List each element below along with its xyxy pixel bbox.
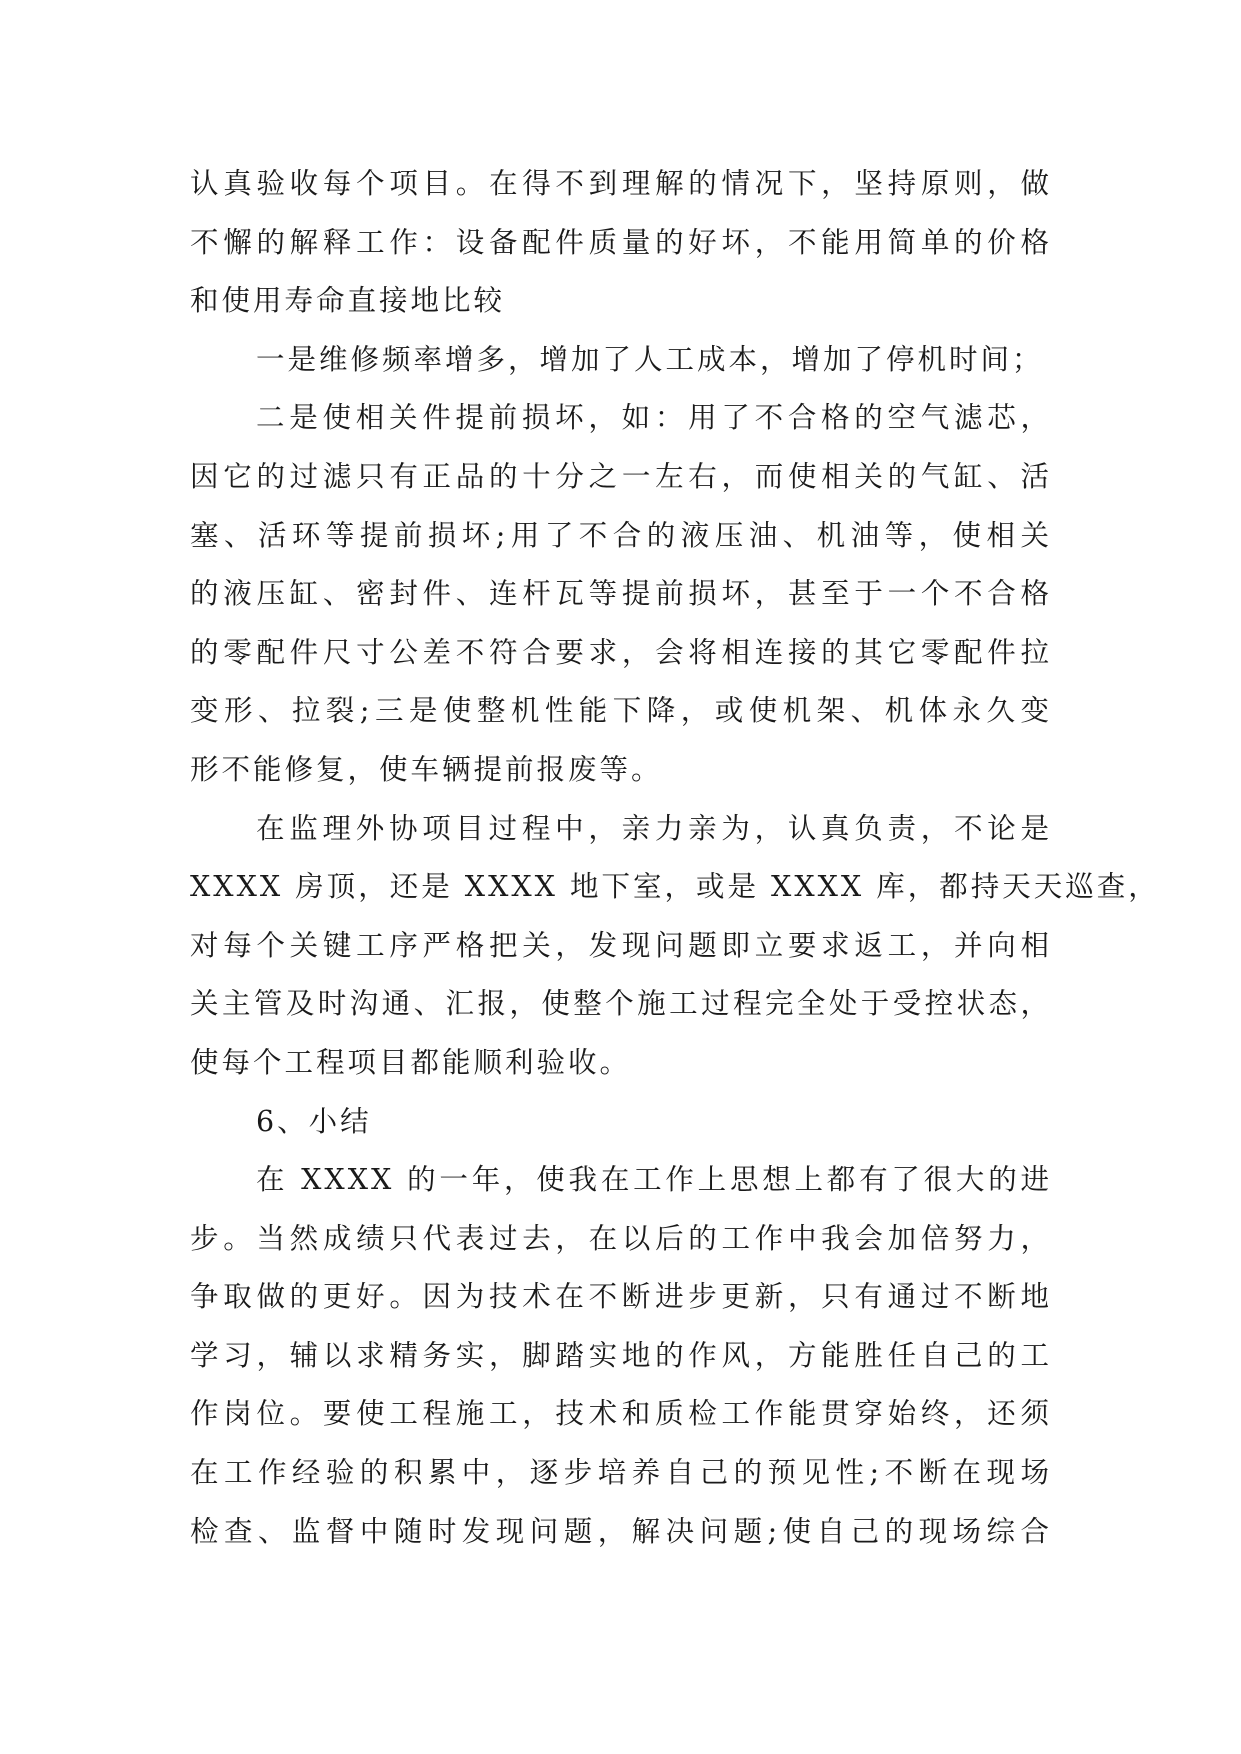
paragraph-1 bbox=[190, 155, 1052, 331]
text-line: 对每个关键工序严格把关，发现问题即立要求返工，并向相 bbox=[190, 928, 1052, 962]
paragraph-3 bbox=[190, 389, 1052, 799]
text-line: 关主管及时沟通、汇报，使整个施工过程完全处于受控状态， bbox=[190, 987, 1052, 1021]
text-line: 变形、拉裂;三是使整机性能下降，或使机架、机体永久变 bbox=[190, 694, 1052, 728]
document-page bbox=[190, 155, 1160, 1561]
section-heading bbox=[190, 1093, 1052, 1152]
text-line: 使每个工程项目都能顺利验收。 bbox=[190, 1045, 632, 1079]
text-line: 不懈的解释工作：设备配件质量的好坏，不能用简单的价格 bbox=[190, 225, 1052, 259]
text-line: 的液压缸、密封件、连杆瓦等提前损坏，甚至于一个不合格 bbox=[190, 577, 1052, 611]
paragraph-2 bbox=[190, 331, 1052, 390]
text-line: 一是维修频率增多，增加了人工成本，增加了停机时间； bbox=[256, 342, 1044, 376]
text-line: 因它的过滤只有正品的十分之一左右，而使相关的气缸、活 bbox=[190, 459, 1052, 493]
text-line: 争取做的更好。因为技术在不断进步更新，只有通过不断地 bbox=[190, 1280, 1052, 1314]
paragraph-5 bbox=[190, 1151, 1052, 1561]
text-line: 和使用寿命直接地比较 bbox=[190, 284, 506, 318]
heading-text: 6、小结 bbox=[256, 1104, 372, 1138]
paragraph-4 bbox=[190, 800, 1160, 1093]
text-line: 在 XXXX 的一年，使我在工作上思想上都有了很大的进 bbox=[256, 1163, 1052, 1197]
text-line: 步。当然成绩只代表过去，在以后的工作中我会加倍努力， bbox=[190, 1221, 1052, 1255]
text-line: 在工作经验的积累中，逐步培养自己的预见性;不断在现场 bbox=[190, 1456, 1052, 1490]
text-line: 塞、活环等提前损坏;用了不合的液压油、机油等，使相关 bbox=[190, 518, 1052, 552]
text-line: 认真验收每个项目。在得不到理解的情况下，坚持原则，做 bbox=[190, 167, 1052, 200]
text-line: 作岗位。要使工程施工，技术和质检工作能贯穿始终，还须 bbox=[190, 1397, 1052, 1431]
text-line: 的零配件尺寸公差不符合要求，会将相连接的其它零配件拉 bbox=[190, 635, 1052, 669]
text-line: 形不能修复，使车辆提前报废等。 bbox=[190, 752, 663, 786]
text-line: 二是使相关件提前损坏，如：用了不合格的空气滤芯， bbox=[256, 401, 1052, 435]
text-line: 在监理外协项目过程中，亲力亲为，认真负责，不论是 bbox=[256, 811, 1052, 845]
text-line: XXXX 房顶，还是 XXXX 地下室，或是 XXXX 库，都持天天巡查， bbox=[190, 870, 1160, 904]
text-line: 学习，辅以求精务实，脚踏实地的作风，方能胜任自己的工 bbox=[190, 1338, 1052, 1372]
text-line: 检查、监督中随时发现问题，解决问题;使自己的现场综合 bbox=[190, 1514, 1052, 1548]
